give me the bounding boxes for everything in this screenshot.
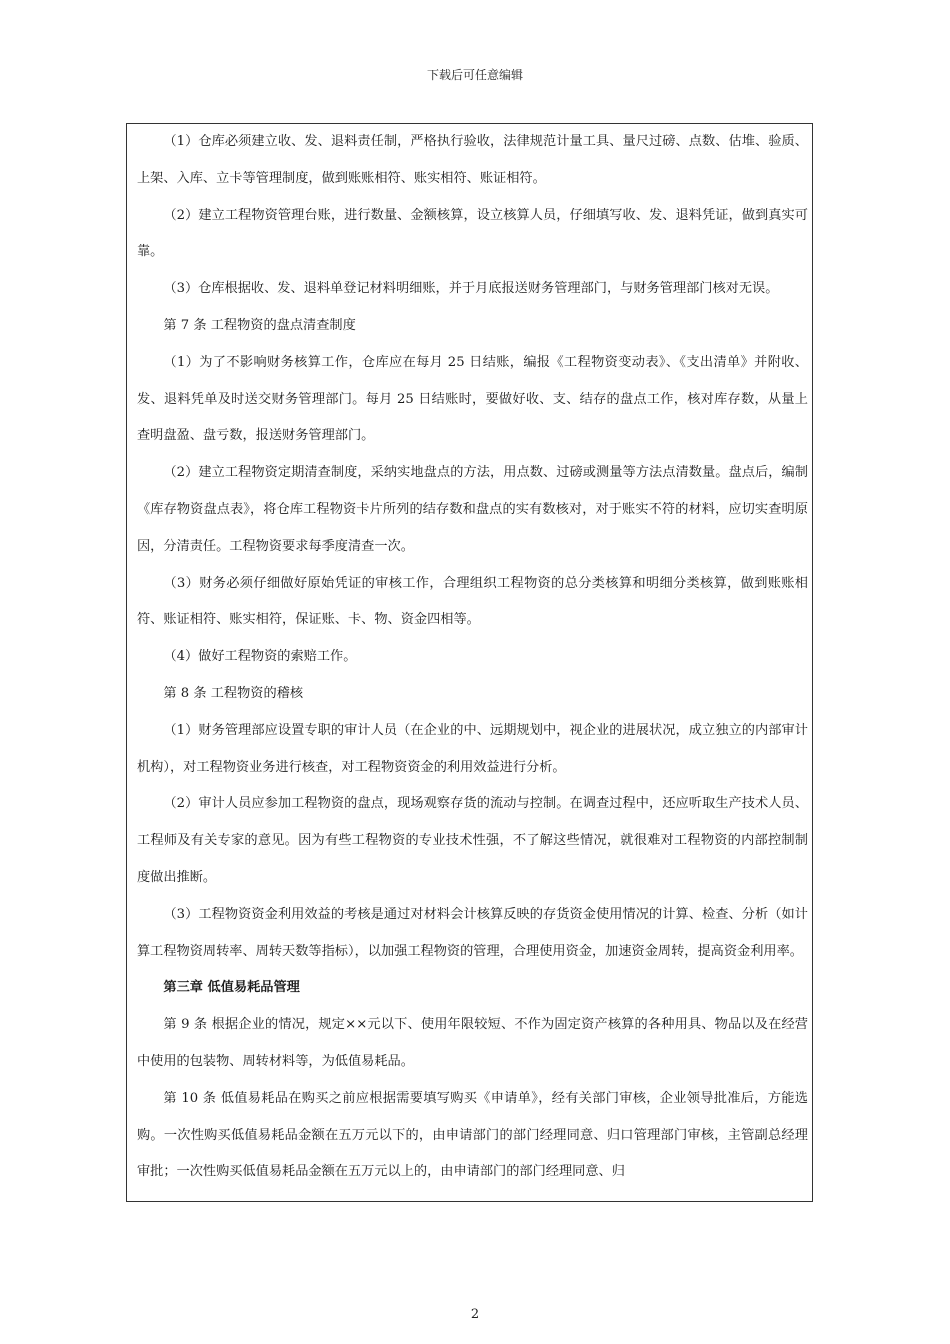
page-header: 下载后可任意编辑 bbox=[426, 68, 523, 82]
paragraph: （2）建立工程物资管理台账，进行数量、金额核算，设立核算人员，仔细填写收、发、退料凭证，做到真实可靠。 bbox=[137, 207, 808, 260]
paragraph: （1）为了不影响财务核算工作，仓库应在每月 25 日结账，编报《工程物资变动表》、《支出清单》并附收、发、退料凭单及时送交财务管理部门。每月 25 日结账时，要做好收、支、结存的盘点工作，核对库存数，从量上查明盘盈、盘亏数，报送财务管理部门。 bbox=[137, 354, 808, 444]
paragraph: （2）审计人员应参加工程物资的盘点，现场观察存货的流动与控制。在调查过程中，还应听取生产技术人员、工程师及有关专家的意见。因为有些工程物资的专业技术性强，不了解这些情况，就很难对工程物资的内部控制制度做出推断。 bbox=[137, 796, 808, 885]
article-heading: 第 7 条 工程物资的盘点清查制度 bbox=[163, 317, 356, 333]
paragraph: （1）财务管理部应设置专职的审计人员（在企业的中、远期规划中，视企业的进展状况，成立独立的内部审计机构），对工程物资业务进行核查，对工程物资资金的利用效益进行分析。 bbox=[137, 722, 808, 775]
content-frame bbox=[126, 123, 813, 1202]
paragraph: （3）工程物资资金利用效益的考核是通过对材料会计核算反映的存货资金使用情况的计算、检查、分析（如计算工程物资周转率、周转天数等指标），以加强工程物资的管理，合理使用资金，加速资金周转，提高资金利用率。 bbox=[137, 906, 808, 959]
paragraph: （3）财务必须仔细做好原始凭证的审核工作，合理组织工程物资的总分类核算和明细分类核算，做到账账相符、账证相符、账实相符，保证账、卡、物、资金四相等。 bbox=[137, 575, 808, 628]
paragraph: 第 10 条 低值易耗品在购买之前应根据需要填写购买《申请单》，经有关部门审核，企业领导批准后，方能选购。一次性购买低值易耗品金额在五万元以下的，由申请部门的部门经理同意、归口管理部门审核，主管副总经理审批；一次性购买低值易耗品金额在五万元以上的，由申请部门的部门经理同意、归 bbox=[137, 1090, 808, 1180]
document-body bbox=[137, 124, 808, 1191]
paragraph: 第 9 条 根据企业的情况，规定××元以下、使用年限较短、不作为固定资产核算的各种用具、物品以及在经营中使用的包装物、周转材料等，为低值易耗品。 bbox=[137, 1017, 808, 1069]
page-number: 2 bbox=[470, 1307, 480, 1322]
paragraph: （1）仓库必须建立收、发、退料责任制，严格执行验收，法律规范计量工具、量尺过磅、点数、估堆、验质、上架、入库、立卡等管理制度，做到账账相符、账实相符、账证相符。 bbox=[137, 134, 808, 186]
paragraph: （4）做好工程物资的索赔工作。 bbox=[163, 649, 357, 665]
chapter-heading: 第三章 低值易耗品管理 bbox=[163, 980, 300, 996]
paragraph: （2）建立工程物资定期清查制度，采纳实地盘点的方法，用点数、过磅或测量等方法点清数量。盘点后，编制《库存物资盘点表》，将仓库工程物资卡片所列的结存数和盘点的实有数核对，对于账实不符的材料，应切实查明原因，分清责任。工程物资要求每季度清查一次。 bbox=[137, 465, 808, 554]
article-heading: 第 8 条 工程物资的稽核 bbox=[163, 685, 304, 701]
paragraph: （3）仓库根据收、发、退料单登记材料明细账，并于月底报送财务管理部门，与财务管理部门核对无误。 bbox=[163, 281, 779, 297]
